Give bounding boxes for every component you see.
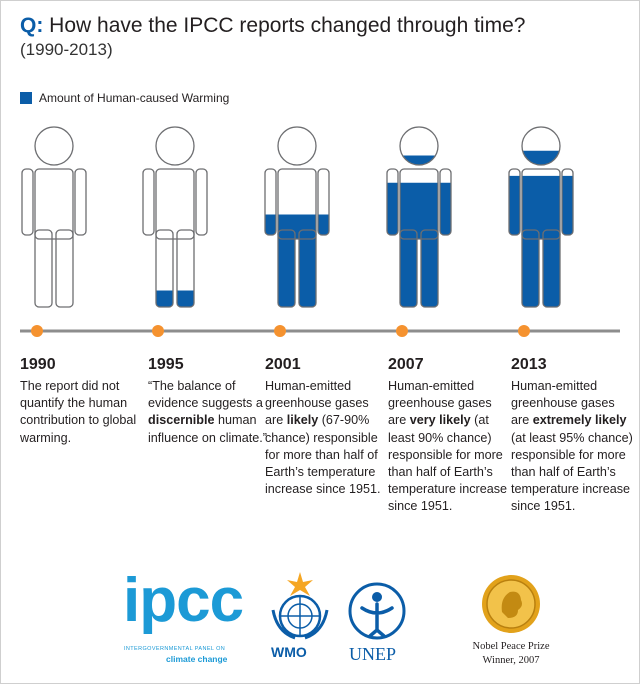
figure-outline-1995 <box>156 169 194 239</box>
figure-outline-1990 <box>56 230 73 307</box>
report-description <box>20 378 142 447</box>
nobel-medal-icon <box>480 572 542 636</box>
figure-fill-2007 <box>421 230 438 307</box>
report-description <box>265 378 387 498</box>
report-year: 2007 <box>388 356 424 373</box>
figure-fill-2007 <box>440 169 451 235</box>
figure-outline-1990 <box>35 169 73 239</box>
figure-outline-1990 <box>35 230 52 307</box>
figure-head-1990 <box>35 127 73 165</box>
report-column-2001 <box>265 356 387 498</box>
emphasis-text: discernible <box>148 413 215 428</box>
figure-fill-2007 <box>400 169 438 239</box>
report-description <box>388 378 510 516</box>
legend-label: Amount of Human-caused Warming <box>39 91 230 105</box>
unep-logo-text: UNEP <box>349 644 397 664</box>
figure-fill-1995 <box>143 169 154 235</box>
description-text: Human-emitted greenhouse gases are <box>511 379 615 428</box>
ipcc-logo-line1: INTERGOVERNMENTAL PANEL ON <box>124 646 226 652</box>
emphasis-text: very likely <box>409 413 471 428</box>
description-text: human influence on climate.” <box>148 413 268 445</box>
title-prefix: Q: <box>20 14 44 37</box>
figure-fill-2013 <box>543 230 560 307</box>
figure-fill-1995 <box>196 169 207 235</box>
timeline-marker-2013 <box>518 325 530 337</box>
report-column-2013 <box>511 356 633 516</box>
report-year: 2001 <box>265 356 301 373</box>
figure-fill-1995 <box>177 230 194 307</box>
figure-head-2001 <box>278 127 316 165</box>
description-text: “The balance of evidence suggests a <box>148 379 263 411</box>
emphasis-text: likely <box>286 413 319 428</box>
nobel-line1: Nobel Peace Prize <box>472 641 550 652</box>
description-text: (at least 90% chance) responsible for more than half of Earth’s temperature increase since 1951. <box>388 413 508 514</box>
figure-fill-2007 <box>400 230 417 307</box>
ipcc-logo-line2: climate change <box>166 654 228 664</box>
figure-outline-1995 <box>196 169 207 235</box>
figure-fill-2013 <box>522 169 560 239</box>
logo-strip <box>0 560 640 680</box>
description-text: Human-emitted greenhouse gases are <box>388 379 492 428</box>
ipcc-logo: ipcc <box>123 566 244 635</box>
figure-fill-2013 <box>522 230 539 307</box>
timeline-marker-1995 <box>152 325 164 337</box>
figure-fill-2001 <box>278 169 316 239</box>
report-year: 2013 <box>511 356 547 373</box>
timeline-marker-2001 <box>274 325 286 337</box>
description-text: (at least 95% chance) responsible for more than half of Earth’s temperature increase since 1951. <box>511 430 633 514</box>
figure-fill-1995 <box>156 169 194 239</box>
figure-fill-1995 <box>156 230 173 307</box>
timeline-marker-2007 <box>396 325 408 337</box>
figure-head-1995 <box>156 127 194 165</box>
description-text: Human-emitted greenhouse gases are <box>265 379 369 428</box>
figure-outline-1990 <box>22 169 33 235</box>
report-year: 1990 <box>20 356 56 373</box>
report-description <box>511 378 633 516</box>
emphasis-text: extremely likely <box>532 413 627 428</box>
report-column-2007 <box>388 356 510 516</box>
figure-fill-2007 <box>387 169 398 235</box>
figure-outline-1990 <box>75 169 86 235</box>
figure-fill-2013 <box>562 169 573 235</box>
description-text: (67-90% chance) responsible for more than half of Earth’s temperature increase since 1951. <box>265 413 381 497</box>
report-column-1995 <box>148 356 270 447</box>
page-subtitle: (1990-2013) <box>20 40 113 59</box>
wmo-emblem-icon <box>265 570 335 642</box>
nobel-line2: Winner, 2007 <box>482 655 540 666</box>
figure-fill-2013 <box>509 169 520 235</box>
report-description <box>148 378 270 447</box>
figure-outline-1995 <box>143 169 154 235</box>
title-text: How have the IPCC reports changed through time? <box>49 14 526 37</box>
description-text: The report did not quantify the human contribution to global warming. <box>20 379 137 445</box>
figure-fill-2001 <box>278 230 295 307</box>
figure-fill-2001 <box>318 169 329 235</box>
timeline-marker-1990 <box>31 325 43 337</box>
nobel-caption <box>455 640 567 668</box>
report-column-1990 <box>20 356 142 447</box>
figure-fill-2001 <box>265 169 276 235</box>
report-year: 1995 <box>148 356 184 373</box>
wmo-logo-text: WMO <box>271 644 307 660</box>
figure-fill-2001 <box>299 230 316 307</box>
unep-emblem-icon <box>346 580 408 642</box>
